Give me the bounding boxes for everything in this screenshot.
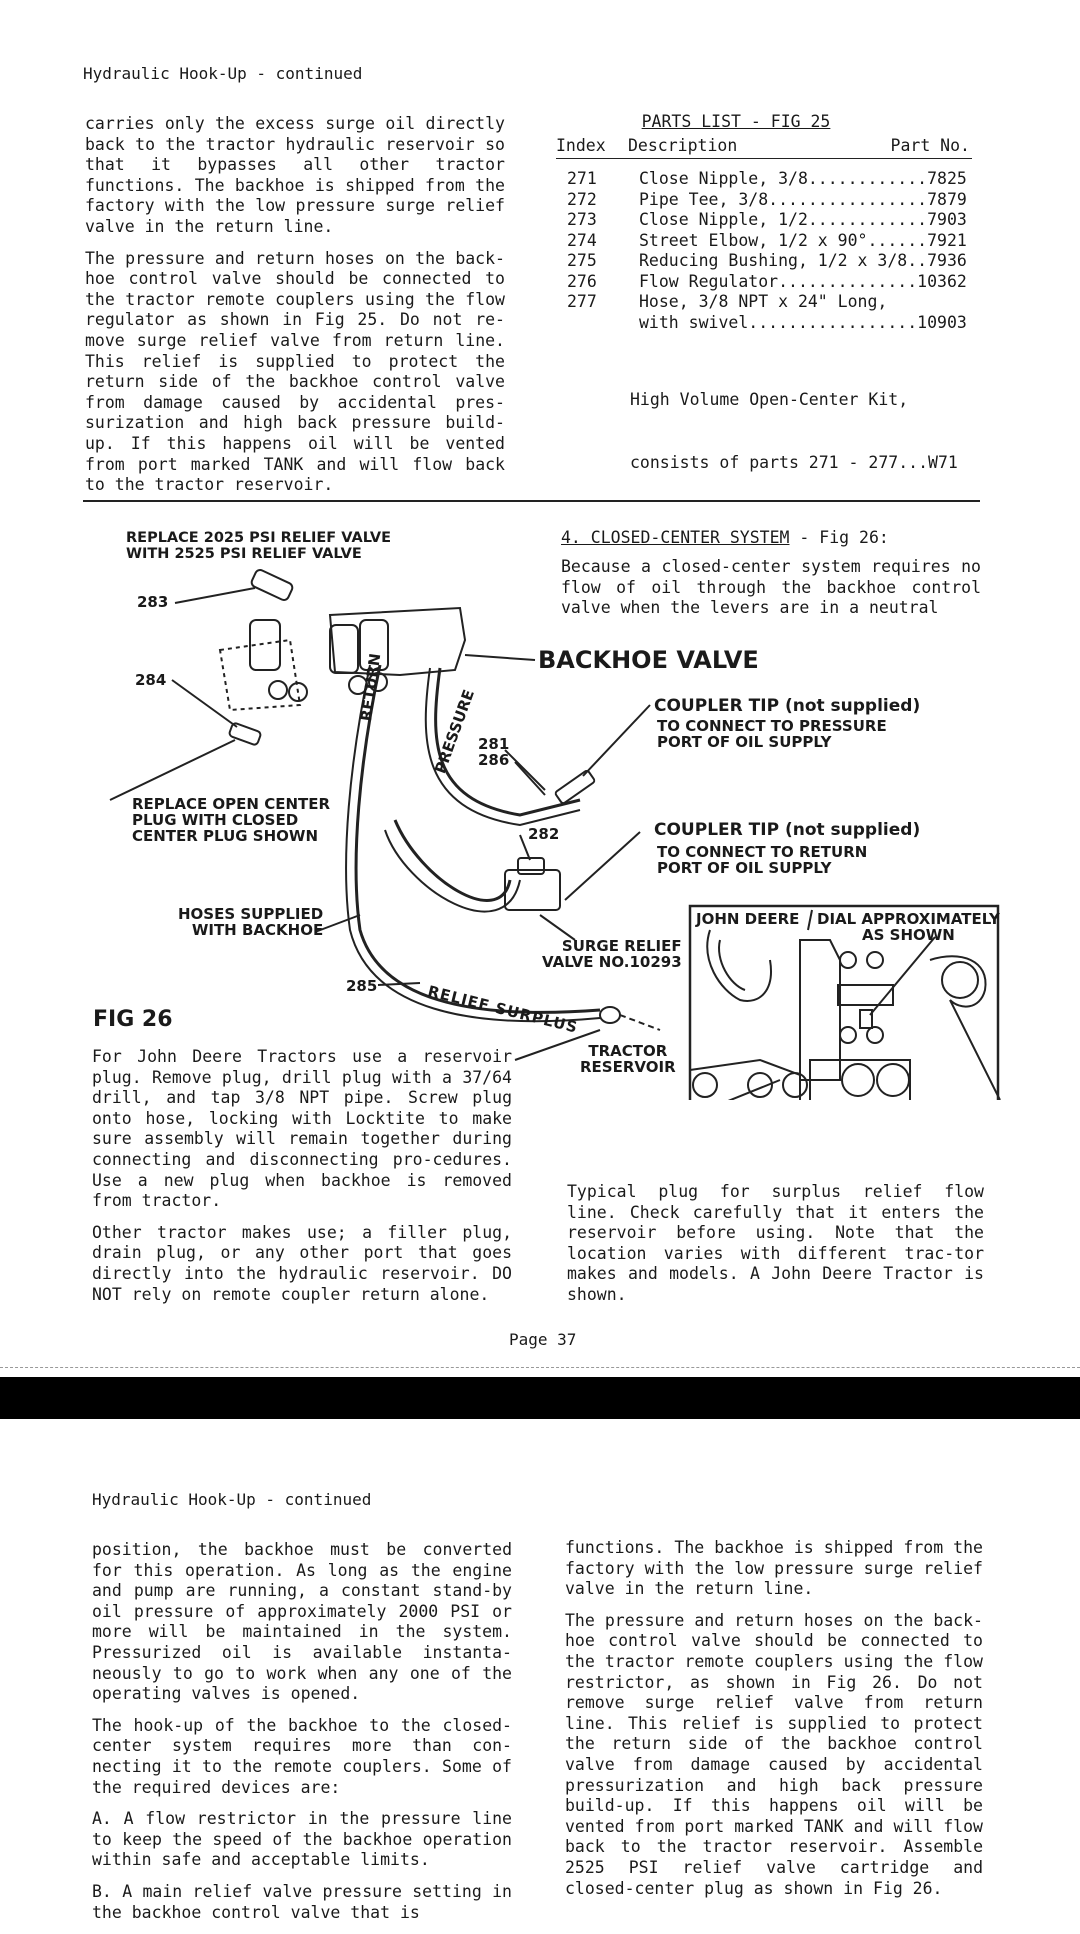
left-column-text <box>92 1540 512 1934</box>
leader-line <box>870 937 935 1015</box>
label-backhoe-valve: BACKHOE VALVE <box>538 646 759 674</box>
parts-list <box>556 112 976 515</box>
inset-detail <box>783 1073 807 1097</box>
leader-line <box>583 705 650 776</box>
coupler <box>555 770 596 804</box>
table-row <box>556 313 967 334</box>
leader-line <box>110 740 235 800</box>
surge-relief-valve <box>505 870 560 910</box>
leader-line <box>808 910 812 930</box>
inset-detail <box>860 1010 872 1028</box>
row-index <box>556 313 639 334</box>
row-index: 271 <box>567 169 597 188</box>
page-separator <box>0 1377 1080 1419</box>
row-index: 274 <box>567 230 597 250</box>
paragraph: The pressure and return hoses on the back-hoe control valve should be connected to the tractor remote couplers using the flow regulator as shown in Fig 25. Do not re-move surge relief valve from return line. This relief is supplied to protect the return side of the backhoe control valve from damage caused by accidental pres-surization and high back pressure build-up. If this happens oil will be vented from port marked TANK and will flow back to the tractor reservoir. <box>85 248 505 495</box>
label-285: 285 <box>346 977 378 995</box>
valve-body <box>330 608 465 675</box>
label-replace-plug: REPLACE OPEN CENTER PLUG WITH CLOSED CENTER PLUG SHOWN <box>132 795 331 845</box>
figure-label: FIG 26 <box>93 1007 173 1032</box>
paragraph: For John Deere Tractors use a reservoir plug. Remove plug, drill plug with a 37/64 drill, and tap 3/8 NPT pipe. Screw plug onto hose, locking with Locktite to make sure assembly will remain together during connecting and disconnecting pro-cedures. Use a new plug when backhoe is removed from tractor. <box>92 1047 512 1211</box>
parts-list-title: PARTS LIST - FIG 25 <box>641 112 831 131</box>
label-coupler-pressure-b: TO CONNECT TO PRESSURE PORT OF OIL SUPPLY <box>657 717 887 751</box>
row-index: 276 <box>567 271 597 291</box>
fig-text <box>92 1047 512 1316</box>
section-text: Because a closed-center system requires no flow of oil through the backhoe control valve when the levers are in a neutral <box>561 557 981 618</box>
section-suffix: - Fig 26: <box>789 528 889 547</box>
kit-line: consists of parts 271 - 277...W71 <box>630 453 958 472</box>
row-index: 277 <box>567 292 597 311</box>
port <box>269 681 287 699</box>
leader-line <box>505 750 545 790</box>
inset-detail <box>707 930 771 1001</box>
inset-detail <box>867 1027 883 1043</box>
label-john-deere: JOHN DEERE <box>696 910 800 928</box>
left-column-text <box>85 114 505 507</box>
paragraph: B. A main relief valve pressure setting in the backhoe control valve that is <box>92 1881 512 1922</box>
header-part-no: Part No. <box>890 136 970 155</box>
row-text: with swivel.................10903 <box>639 312 967 332</box>
inset-detail <box>840 952 856 968</box>
label-tractor-reservoir: TRACTOR RESERVOIR <box>580 1042 676 1076</box>
label-replace-relief: REPLACE 2025 PSI RELIEF VALVE WITH 2525 PSI RELIEF VALVE <box>126 530 392 562</box>
label-relief-surplus: RELIEF SURPLUS <box>425 982 580 1037</box>
label-dial: DIAL APPROXIMATELY AS SHOWN <box>817 910 1000 944</box>
paragraph: position, the backhoe must be converted for this operation. As long as the engine and pump are running, a constant stand-by oil pressure of approximately 2000 PSI or more will be maintained in the system. Pressurized oil is available instanta-neously to go to work when any one of the operating valves is opened. <box>92 1540 512 1704</box>
label-hoses-supplied: HOSES SUPPLIED WITH BACKHOE <box>178 905 324 939</box>
row-index: 273 <box>567 210 597 229</box>
paragraph: The pressure and return hoses on the back-hoe control valve should be connected to the tractor remote couplers using the flow restrictor, as shown in Fig 26. Do not remove surge relief valve from return line. This relief is supplied to protect the return side of the backhoe control valve from damage caused by accidental pressurization and high back pressure build-up. If this happens oil will be vented from port marked TANK and will flow back to the tractor reservoir. Assemble 2525 PSI relief valve cartridge and closed-center plug as shown in Fig 26. <box>565 1610 983 1898</box>
row-text: Pipe Tee, 3/8................7879 <box>639 189 967 209</box>
row-text: Street Elbow, 1/2 x 90°......7921 <box>639 230 967 250</box>
label-286: 286 <box>478 751 510 769</box>
label-284: 284 <box>135 671 167 689</box>
label-pressure: PRESSURE <box>431 687 478 776</box>
leader-line <box>565 832 640 900</box>
inset-detail <box>950 1000 1000 1100</box>
typical-plug-text: Typical plug for surplus relief flow line. Check carefully that it enters the reservoir before using. Note that the location varies with different trac-tor makes and models. A John Deere Tractor is shown. <box>567 1182 984 1304</box>
inset-detail <box>842 1064 874 1096</box>
leader-line <box>515 762 545 795</box>
leader-line <box>172 680 237 727</box>
header-index: Index <box>556 136 606 155</box>
row-text: Close Nipple, 3/8............7825 <box>639 169 967 188</box>
parts-table <box>556 169 967 333</box>
label-coupler-return-b: TO CONNECT TO RETURN PORT OF OIL SUPPLY <box>657 843 868 877</box>
inset-detail <box>838 985 893 1005</box>
leader-line <box>465 655 535 660</box>
paragraph: A. A flow restrictor in the pressure line to keep the speed of the backhoe operation within safe and acceptable limits. <box>92 1809 512 1870</box>
section-title: 4. CLOSED-CENTER SYSTEM <box>561 528 790 547</box>
valve-outline <box>220 640 300 710</box>
page-header: Hydraulic Hook-Up - continued <box>83 64 363 83</box>
inset-detail <box>877 1064 909 1096</box>
inset-detail <box>693 1073 717 1097</box>
inset-detail <box>867 952 883 968</box>
table-row <box>556 272 967 293</box>
label-surge-relief: SURGE RELIEF VALVE NO.10293 <box>542 937 682 971</box>
table-row <box>556 251 967 272</box>
row-text: Reducing Bushing, 1/2 x 3/8..7936 <box>639 251 967 270</box>
leader-line <box>620 1015 660 1030</box>
inset-detail <box>942 962 978 998</box>
plug <box>229 722 262 745</box>
paragraph: The hook-up of the backhoe to the closed-center system requires more than con-necting it to the remote couplers. Some of the required devices are: <box>92 1715 512 1797</box>
table-row <box>556 292 967 313</box>
label-281: 281 <box>478 735 510 753</box>
kit-note <box>630 347 976 515</box>
paragraph: carries only the excess surge oil directly back to the tractor hydraulic reservoir so that it bypasses all other tractor functions. The backhoe is shipped from the factory with the low pressure surge relief valve in the return line. <box>85 114 505 236</box>
page-header: Hydraulic Hook-Up - continued <box>92 1490 372 1509</box>
surge-hose <box>395 820 510 900</box>
table-row <box>556 231 967 252</box>
table-row <box>556 210 967 231</box>
inset-detail <box>719 940 745 990</box>
row-index: 272 <box>567 189 597 209</box>
kit-line: High Volume Open-Center Kit, <box>630 390 909 409</box>
page-number: Page 37 <box>509 1330 577 1349</box>
header-description: Description <box>628 136 738 155</box>
row-text: Flow Regulator..............10362 <box>639 271 967 291</box>
label-coupler-pressure-a: COUPLER TIP (not supplied) <box>654 696 921 716</box>
reservoir-plug <box>600 1007 620 1023</box>
table-row <box>556 190 967 211</box>
table-row <box>556 169 967 190</box>
row-index: 275 <box>567 251 597 270</box>
leader-line <box>545 1080 780 1100</box>
relief-valve <box>250 568 294 601</box>
label-return: RETURN <box>357 652 385 723</box>
label-coupler-return-a: COUPLER TIP (not supplied) <box>654 820 921 840</box>
label-282: 282 <box>528 825 560 843</box>
scan-edge <box>0 1367 1080 1369</box>
divider <box>83 500 980 502</box>
surge-relief-valve-cap <box>518 858 544 874</box>
paragraph: functions. The backhoe is shipped from the factory with the low pressure surge relief valve in the return line. <box>565 1538 983 1599</box>
row-text: Hose, 3/8 NPT x 24" Long, <box>639 292 888 311</box>
right-column-text <box>565 1538 983 1910</box>
leader-line <box>175 588 255 603</box>
row-text: Close Nipple, 1/2............7903 <box>639 210 967 229</box>
inset-detail <box>840 1027 856 1043</box>
parts-list-header <box>556 134 972 159</box>
label-283: 283 <box>137 593 169 611</box>
paragraph: Other tractor makes use; a filler plug, drain plug, or any other port that goes directly into the hydraulic reservoir. DO NOT rely on remote coupler return alone. <box>92 1222 512 1304</box>
